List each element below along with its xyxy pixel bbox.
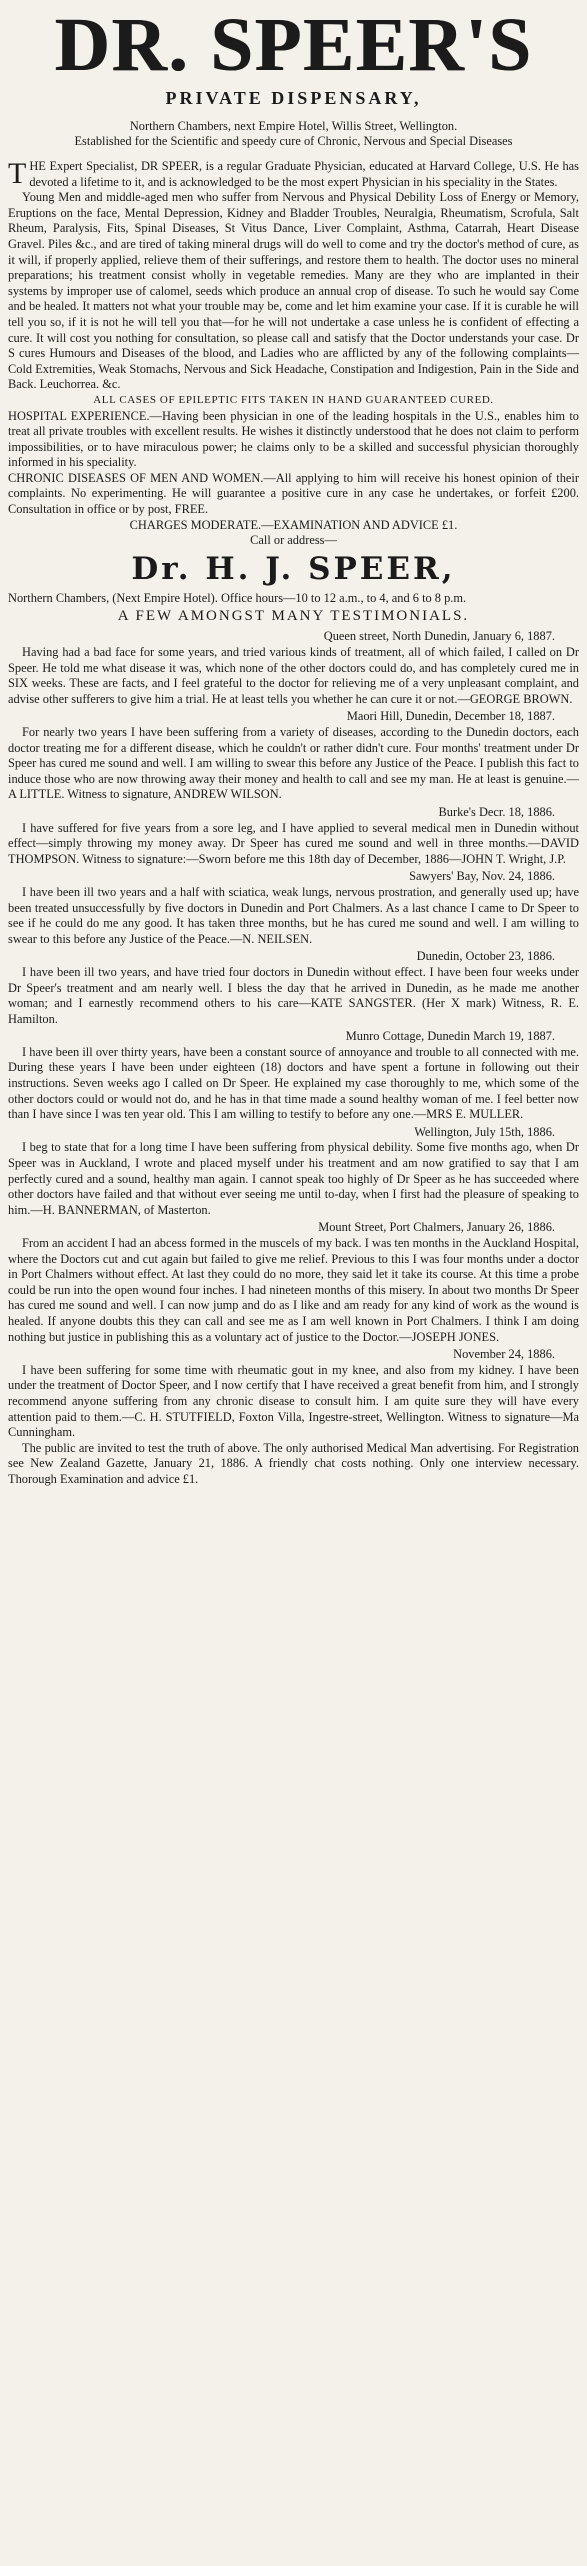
testimonial [8,805,579,867]
chronic-diseases-paragraph: CHRONIC DISEASES OF MEN AND WOMEN.—All applying to him will receive his honest opinion of their complaints. No experimenting. He will guarantee a positive cure in any case he undertakes, or forfeit £200. Consultation in office or by post, FREE. [8,470,579,517]
call-line: Call or address— [250,533,337,548]
testimonial [8,629,579,707]
testimonial-text: From an accident I had an abcess formed in the muscels of my back. I was ten months in the Auckland Hospital, where the Doctors cut and cut again but failed to give me relief. Previous to this I was four months under a doctor in Port Chalmers without effect. At last they could do no more, they said let it take its course. At this time a probe could be run into the open wound four inches. I had nineteen months of this misery. In about two months Dr Speer has cured me sound and well. I can now jump and do as I like and am ready for any kind of work as the wound is healed. If anyone doubts this they can call and see me as I am well known in Port Chalmers. I think I am doing nothing but justice in publishing this as a voluntary act of justice to the Doctor.—JOSEPH JONES. [8,1236,579,1344]
testimonial-place: Wellington, July 15th, 1886. [414,1124,555,1139]
intro-paragraph: THE Expert Specialist, DR SPEER, is a regular Graduate Physician, educated at Harvard College, U.S. He has devoted a lifetime to it, and is acknowledged to be the most expert Physician in his speciality in the States. [8,157,579,190]
testimonial [8,869,579,947]
testimonial-text: I have been ill two years, and have tried four doctors in Dunedin without effect. I have been four weeks under Dr Speer's treatment and am nearly well. I bless the day that he arrived in Dunedin, as he made me another woman; and I earnestly recommend others to his care—KATE SANGSTER. (Her X mark) Witness, R. E. Hamilton. [8,964,579,1026]
doctor-name: Dr. H. J. SPEER, [131,550,456,587]
testimonial-text: I have suffered for five years from a sore leg, and I have applied to several medical men in Dunedin without effect—simply throwing my money away. Dr Speer has cured me sound and well in three months.—DAVID THOMPSON. Witness to signature:—Sworn before me this 18th day of December, 1886—JOHN T. Wright, J.P. [8,820,579,866]
hospital-experience-paragraph: HOSPITAL EXPERIENCE.—Having been physician in one of the leading hospitals in the U.S., enables him to treat all private troubles with excellent results. He wishes it distinctly understood that he does not claim to perform impossibilities, or to have miraculous power; he claims only to be a skilled and successful physician thoroughly informed in his speciality. [8,408,579,470]
testimonial-text: I have been ill two years and a half with sciatica, weak lungs, nervous prostration, and generally used up; have been treated unsuccessfully by five doctors in Dunedin and Port Chalmers. As a last chance I came to Dr Speer to see if he could do me any good. It has taken three months, but he has cured me sound and well. I am willing to swear to this before any Justice of the Peace.—N. NEILSEN. [8,884,579,946]
testimonial-text: Having had a bad face for some years, and tried various kinds of treatment, all of which failed, I called on Dr Speer. He told me what disease it was, which none of the other doctors could do, and has completely cured me in SIX weeks. These are facts, and I feel grateful to the doctor for relieving me of a very unpleasant complaint, and advise other sufferers to give him a trial. He at least tells you whether he can cure it or not.—GEORGE BROWN. [8,645,579,706]
testimonial [8,1347,579,1441]
office-details: Northern Chambers, (Next Empire Hotel). Office hours—10 to 12 a.m., to 4, and 6 to 8 p.m. [8,590,467,605]
testimonials-heading: A FEW AMONGST MANY TESTIMONIALS. [117,608,470,625]
testimonial [8,949,579,1027]
ad-title: DR. SPEER'S [54,3,533,87]
testimonial-place: November 24, 1886. [453,1347,555,1362]
closing-paragraph: The public are invited to test the truth of above. The only authorised Medical Man advertising. For Registration see New Zealand Gazette, January 21, 1886. A friendly chat costs nothing. Only one interview necessary. Thorough Examination and advice £1. [8,1440,579,1486]
symptoms-paragraph: Young Men and middle-aged men who suffer from Nervous and Physical Debility Loss of Energy or Memory, Eruptions on the face, Mental Depression, Kidney and Bladder Troubles, Neuralgia, Rheumatism, Scrofula, Salt Rheum, Paralysis, Fits, Spinal Diseases, St Vitus Dance, Liver Complaint, Asthma, Catarrah, Heart Disease Gravel. Piles &c., and are tired of taking mineral drugs will do well to come and try the doctor's method of cure, as it will, if properly applied, relieve them of their sufferings, and restore them to health. The doctor uses no mineral preparations; his treatment consist wholly in vegetable remedies. Many are they who are implanted in their systems by improper use of calomel, seeds which produce an annual crop of disease. To such he would say Come and be healed. It matters not what your trouble may be, come and let him examine your case. If it is curable he will tell you so, if it is not he will tell you that—for he will not undertake a case unless he is confident of effecting a cure. It will cost you nothing for consultation, so please call and satisfy that the Doctor understands your case. Dr S cures Humours and Diseases of the blood, and Ladies who are afflicted by any of the following complaints—Cold Extremities, Weak Stomachs, Nervous and Sick Headache, Constipation and Indigestion, Pain in the Side and Back. Leuchorrea. &c. [8,190,579,392]
testimonial-place: Burke's Decr. 18, 1886. [438,804,555,819]
address-line: Northern Chambers, next Empire Hotel, Willis Street, Wellington. [129,119,458,133]
testimonial [8,1220,579,1345]
testimonial-text: For nearly two years I have been suffering from a variety of diseases, according to the Dunedin doctors, each doctor treating me for a different disease, which he couldn't or rather didn't cure. Four months' treatment under Dr Speer has cured me sound and well. I am willing to swear this before any Justice of the Peace. I publish this fact to induce those who are now throwing away their money and health to call and see my man. He at least is genuine.—A LITTLE. Witness to signature, ANDREW WILSON. [8,725,579,802]
testimonial [8,709,579,803]
testimonial [8,1029,579,1123]
testimonial-place: Mount Street, Port Chalmers, January 26, 1886. [318,1220,555,1235]
ad-subtitle: PRIVATE DISPENSARY, [165,88,422,108]
testimonial-place: Maori Hill, Dunedin, December 18, 1887. [346,709,555,724]
testimonial-text: I have been ill over thirty years, have been a constant source of annoyance and trouble to all connected with me. During these years I have been under eighteen (18) doctors and have spent a fortune in following out their instructions. Seven weeks ago I called on Dr Speer. He explained my case thoroughly to me, which some of the other doctors could or would not do, and he has in that time made a sound healthy woman of me. I feel better now than I have since I was ten year old. This I am willing to testify to before any one.—MRS E. MULLER. [8,1044,579,1122]
testimonial-place: Dunedin, October 23, 1886. [416,949,555,964]
testimonial-text: I beg to state that for a long time I have been suffering from physical debility. Some five months ago, when Dr Speer was in Auckland, I wrote and placed myself under his treatment and am now gratified to say that I am perfectly cured and a sound, healthy man again. I cannot speak too highly of Dr Speer as he has succeeded where other doctors have failed and that without ever seeing me until to-day, when I first had the pleasure of speaking to him.—H. BANNERMAN, of Masterton. [8,1140,579,1217]
testimonial-place: Sawyers' Bay, Nov. 24, 1886. [409,869,555,884]
testimonial-place: Queen street, North Dunedin, January 6, 1887. [323,629,555,644]
charges-line: CHARGES MODERATE.—EXAMINATION AND ADVICE £1. [129,517,458,532]
testimonial-text: I have been suffering for some time with rheumatic gout in my knee, and also from my kidney. I have been under the treatment of Doctor Speer, and I now certify that I have received a great benefit from him, and I strongly recommend anyone suffering from any chronic disease to consult him. I am quite sure they will have every attention paid to them.—C. H. STUTFIELD, Foxton Villa, Ingestre-street, Wellington. Witness to signature—Ma Cunningham. [8,1362,579,1440]
epileptic-notice: ALL CASES OF EPILEPTIC FITS TAKEN IN HAND GUARANTEED CURED. [93,393,494,406]
establishment-line: Established for the Scientific and speedy cure of Chronic, Nervous and Special Diseases [74,134,513,148]
testimonial [8,1125,579,1219]
testimonial-place: Munro Cottage, Dunedin March 19, 1887. [345,1029,555,1044]
